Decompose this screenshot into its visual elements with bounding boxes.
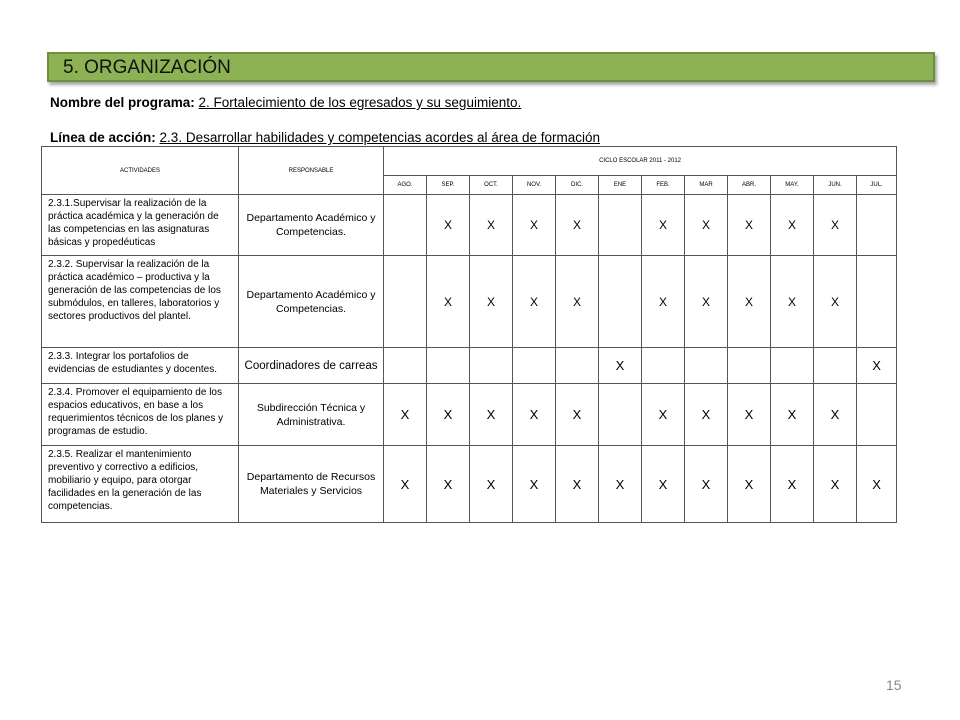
month-mark-cell — [857, 256, 897, 348]
header-month: OCT. — [470, 176, 513, 195]
month-mark-cell — [513, 348, 556, 384]
header-month: MAY. — [771, 176, 814, 195]
month-mark-cell — [728, 348, 771, 384]
program-value: 2. Fortalecimiento de los egresados y su seguimiento. — [198, 95, 522, 110]
activity-cell: 2.3.3. Integrar los portafolios de evidencias de estudiantes y docentes. — [42, 348, 239, 384]
month-mark-cell: X — [771, 195, 814, 256]
page-number: 15 — [886, 677, 902, 693]
month-mark-cell: X — [685, 384, 728, 446]
month-mark-cell: X — [384, 446, 427, 523]
month-mark-cell: X — [384, 384, 427, 446]
table-row — [42, 384, 897, 446]
header-month: JUL. — [857, 176, 897, 195]
header-month: JUN. — [814, 176, 857, 195]
table-row — [42, 195, 897, 256]
month-mark-cell: X — [470, 446, 513, 523]
month-mark-cell: X — [556, 195, 599, 256]
month-mark-cell: X — [470, 256, 513, 348]
program-line — [50, 95, 521, 110]
header-month: SEP. — [427, 176, 470, 195]
header-month: AGO. — [384, 176, 427, 195]
activity-cell: 2.3.2. Supervisar la realización de la práctica académico – productiva y la generación de las competencias de los submódulos, en talleres, laboratorios y sectores productivos del plantel. — [42, 256, 239, 348]
month-mark-cell: X — [470, 384, 513, 446]
month-mark-cell: X — [599, 348, 642, 384]
month-mark-cell: X — [513, 446, 556, 523]
month-mark-cell: X — [556, 446, 599, 523]
responsible-cell: Departamento de Recursos Materiales y Servicios — [239, 446, 384, 523]
header-cycle: CICLO ESCOLAR 2011 - 2012 — [384, 147, 897, 176]
month-mark-cell: X — [814, 446, 857, 523]
section-title: 5. ORGANIZACIÓN — [63, 57, 231, 78]
month-mark-cell: X — [642, 256, 685, 348]
month-mark-cell — [599, 195, 642, 256]
month-mark-cell: X — [771, 446, 814, 523]
month-mark-cell: X — [814, 384, 857, 446]
header-month: MAR — [685, 176, 728, 195]
month-mark-cell — [384, 195, 427, 256]
action-line-label: Línea de acción: — [50, 130, 156, 145]
program-label: Nombre del programa: — [50, 95, 195, 110]
month-mark-cell: X — [728, 384, 771, 446]
month-mark-cell: X — [556, 256, 599, 348]
month-mark-cell: X — [685, 195, 728, 256]
month-mark-cell — [556, 348, 599, 384]
header-month: ENE — [599, 176, 642, 195]
table-row — [42, 446, 897, 523]
month-mark-cell: X — [685, 446, 728, 523]
month-mark-cell: X — [427, 195, 470, 256]
month-mark-cell — [384, 348, 427, 384]
month-mark-cell: X — [728, 446, 771, 523]
header-month: ABR. — [728, 176, 771, 195]
action-line — [50, 130, 600, 145]
header-responsible: RESPONSABLE — [239, 147, 384, 195]
action-line-value: 2.3. Desarrollar habilidades y competencias acordes al área de formación — [159, 130, 601, 145]
month-mark-cell: X — [642, 195, 685, 256]
month-mark-cell: X — [685, 256, 728, 348]
month-mark-cell: X — [513, 384, 556, 446]
header-month: FEB. — [642, 176, 685, 195]
activity-cell: 2.3.5. Realizar el mantenimiento preventivo y correctivo a edificios, mobiliario y equipo, para otorgar facilidades en la generación de las competencias. — [42, 446, 239, 523]
month-mark-cell: X — [556, 384, 599, 446]
month-mark-cell — [470, 348, 513, 384]
month-mark-cell: X — [857, 348, 897, 384]
month-mark-cell: X — [814, 195, 857, 256]
month-mark-cell: X — [513, 195, 556, 256]
activity-cell: 2.3.1.Supervisar la realización de la práctica académica y la generación de las competencias en las asignaturas básicas y propedéuticas — [42, 195, 239, 256]
month-mark-cell: X — [814, 256, 857, 348]
table-row — [42, 256, 897, 348]
month-mark-cell — [814, 348, 857, 384]
month-mark-cell: X — [427, 384, 470, 446]
header-month: NOV. — [513, 176, 556, 195]
month-mark-cell: X — [470, 195, 513, 256]
responsible-cell: Coordinadores de carreas — [239, 348, 384, 384]
month-mark-cell — [427, 348, 470, 384]
month-mark-cell — [857, 195, 897, 256]
month-mark-cell — [599, 256, 642, 348]
month-mark-cell — [857, 384, 897, 446]
month-mark-cell: X — [642, 446, 685, 523]
section-title-bar — [47, 52, 935, 82]
month-mark-cell: X — [857, 446, 897, 523]
header-activities: ACTIVIDADES — [42, 147, 239, 195]
month-mark-cell: X — [427, 256, 470, 348]
month-mark-cell: X — [599, 446, 642, 523]
responsible-cell: Subdirección Técnica y Administrativa. — [239, 384, 384, 446]
month-mark-cell: X — [728, 256, 771, 348]
activity-cell: 2.3.4. Promover el equipamiento de los espacios educativos, en base a los requerimientos técnicos de los planes y programas de estudio. — [42, 384, 239, 446]
responsible-cell: Departamento Académico y Competencias. — [239, 195, 384, 256]
month-mark-cell — [599, 384, 642, 446]
month-mark-cell — [384, 256, 427, 348]
month-mark-cell: X — [513, 256, 556, 348]
schedule-table — [41, 146, 897, 523]
month-mark-cell — [771, 348, 814, 384]
month-mark-cell: X — [771, 256, 814, 348]
month-mark-cell: X — [642, 384, 685, 446]
table-row — [42, 348, 897, 384]
month-mark-cell: X — [427, 446, 470, 523]
month-mark-cell: X — [728, 195, 771, 256]
month-mark-cell — [642, 348, 685, 384]
header-month: DIC. — [556, 176, 599, 195]
responsible-cell: Departamento Académico y Competencias. — [239, 256, 384, 348]
month-mark-cell — [685, 348, 728, 384]
month-mark-cell: X — [771, 384, 814, 446]
